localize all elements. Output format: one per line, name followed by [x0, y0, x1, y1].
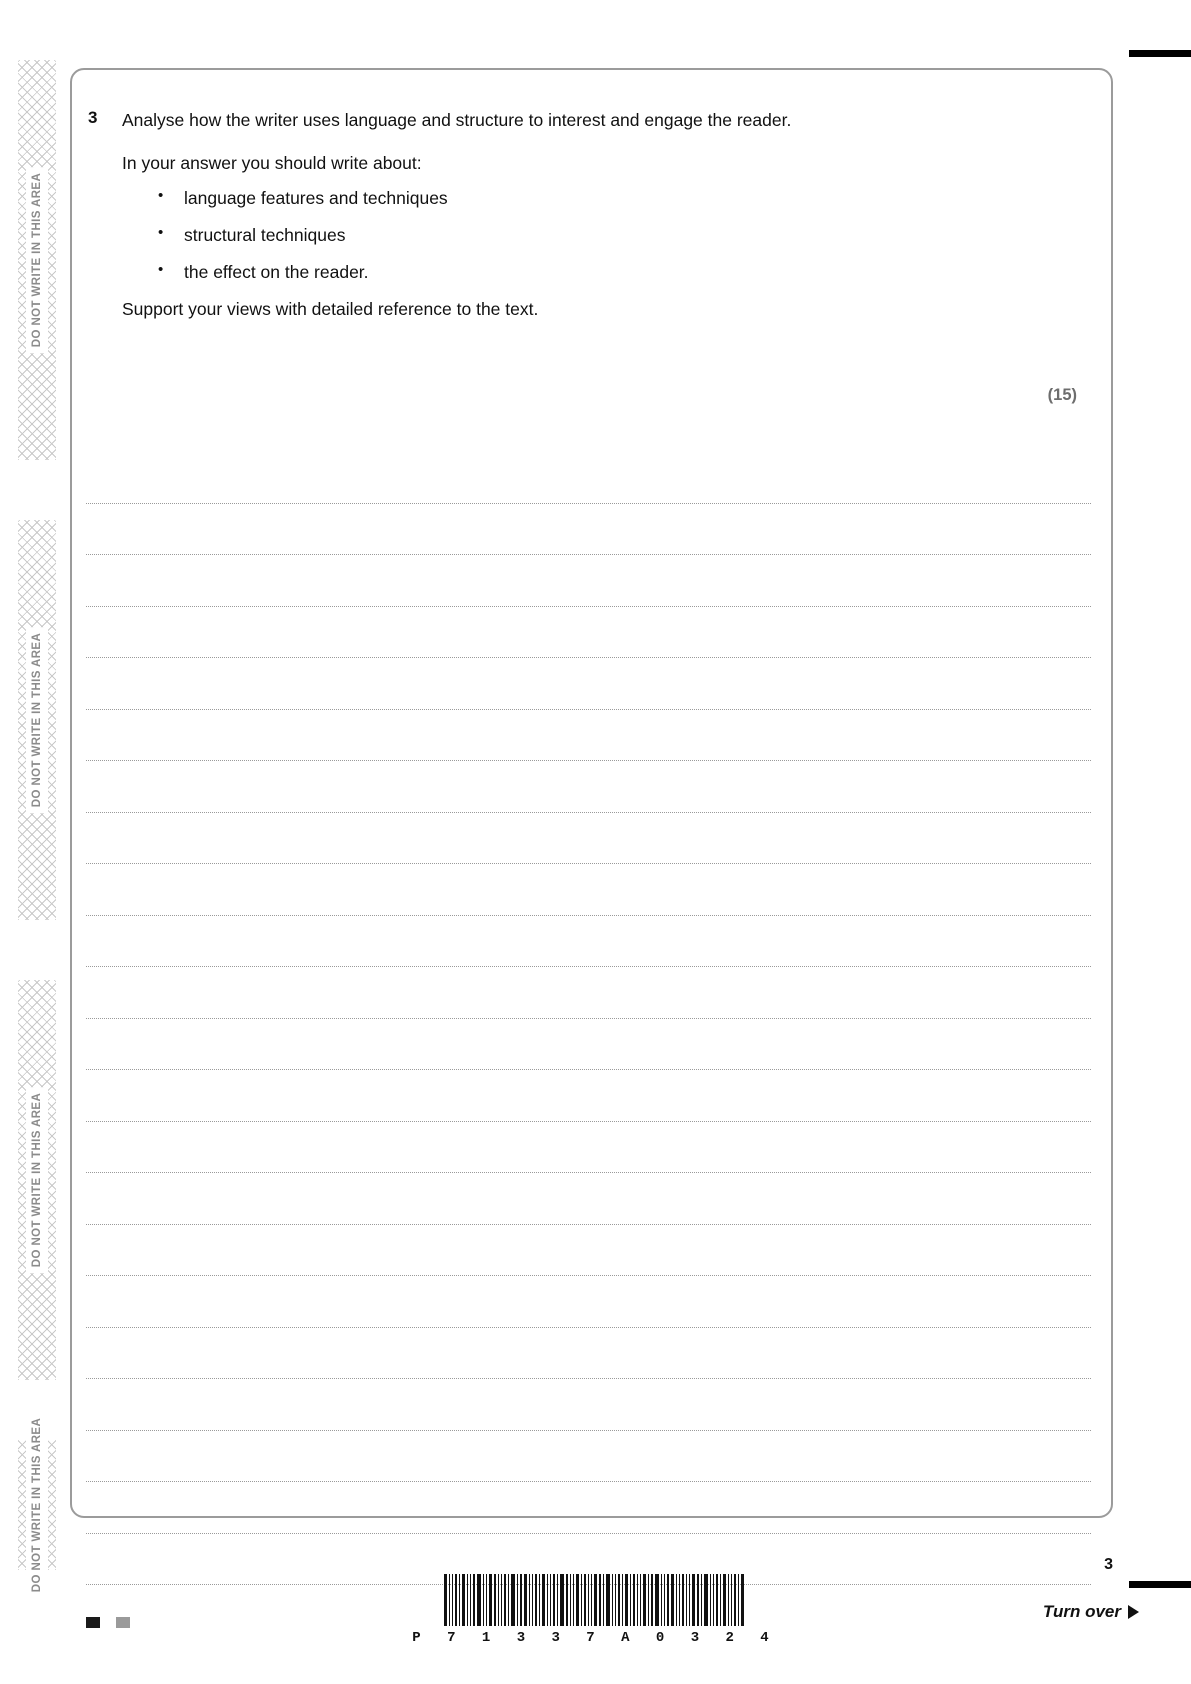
- answer-line[interactable]: [86, 1225, 1091, 1277]
- answer-line[interactable]: [86, 710, 1091, 762]
- barcode-digits: P 7 1 3 3 7 A 0 3 2 4: [412, 1630, 778, 1646]
- answer-line[interactable]: [86, 658, 1091, 710]
- answer-line[interactable]: [86, 1328, 1091, 1380]
- answer-line[interactable]: [86, 864, 1091, 916]
- question-bullet-list: [80, 188, 1093, 283]
- answer-line[interactable]: [86, 1482, 1091, 1534]
- answer-line[interactable]: [86, 1379, 1091, 1431]
- answer-line[interactable]: [86, 1276, 1091, 1328]
- margin-strip-3: [18, 980, 56, 1380]
- answer-line[interactable]: [86, 1019, 1091, 1071]
- margin-strip-1: [18, 60, 56, 460]
- turn-over-indicator: [1043, 1602, 1139, 1622]
- question-support-note: Support your views with detailed reference to the text.: [122, 298, 539, 319]
- question-block: [80, 108, 1093, 320]
- answer-line[interactable]: [86, 761, 1091, 813]
- answer-line[interactable]: [86, 1431, 1091, 1483]
- margin-notice-3: DO NOT WRITE IN THIS AREA: [26, 1087, 48, 1273]
- margin-strip-2: [18, 520, 56, 920]
- margin-notice-4: DO NOT WRITE IN THIS AREA: [26, 1412, 48, 1598]
- barcode-image: [370, 1574, 820, 1626]
- answer-line[interactable]: [86, 555, 1091, 607]
- question-instruction: In your answer you should write about:: [122, 152, 422, 173]
- barcode-area: [370, 1574, 820, 1646]
- question-bullet-item: • language features and techniques: [154, 188, 1093, 209]
- crop-mark-top-right: [1129, 50, 1191, 57]
- question-number: 3: [88, 108, 98, 127]
- arrow-right-icon: [1128, 1605, 1139, 1619]
- answer-lines[interactable]: [86, 452, 1091, 1585]
- marks-allocation: (15): [1047, 386, 1077, 404]
- margin-strip-4: [18, 1417, 56, 1593]
- answer-line[interactable]: [86, 1122, 1091, 1174]
- question-bullet-item: • the effect on the reader.: [154, 262, 1093, 283]
- answer-line[interactable]: [86, 1173, 1091, 1225]
- question-stem: Analyse how the writer uses language and structure to interest and engage the reader.: [122, 110, 792, 130]
- margin-notice-1: DO NOT WRITE IN THIS AREA: [26, 167, 48, 353]
- answer-line[interactable]: [86, 1070, 1091, 1122]
- registration-square-dark: [86, 1617, 100, 1628]
- crop-mark-bottom-right: [1129, 1581, 1191, 1588]
- answer-panel: [70, 68, 1113, 1518]
- registration-square-grey: [116, 1617, 130, 1628]
- answer-line[interactable]: [86, 916, 1091, 968]
- answer-line[interactable]: [86, 967, 1091, 1019]
- answer-line[interactable]: [86, 452, 1091, 504]
- turn-over-label: Turn over: [1042, 1602, 1121, 1621]
- margin-notice-2: DO NOT WRITE IN THIS AREA: [26, 627, 48, 813]
- answer-line[interactable]: [86, 607, 1091, 659]
- question-heading-row: [80, 108, 1093, 133]
- page-number: 3: [1104, 1556, 1113, 1573]
- question-bullet-item: • structural techniques: [154, 225, 1093, 246]
- answer-line[interactable]: [86, 504, 1091, 556]
- answer-line[interactable]: [86, 813, 1091, 865]
